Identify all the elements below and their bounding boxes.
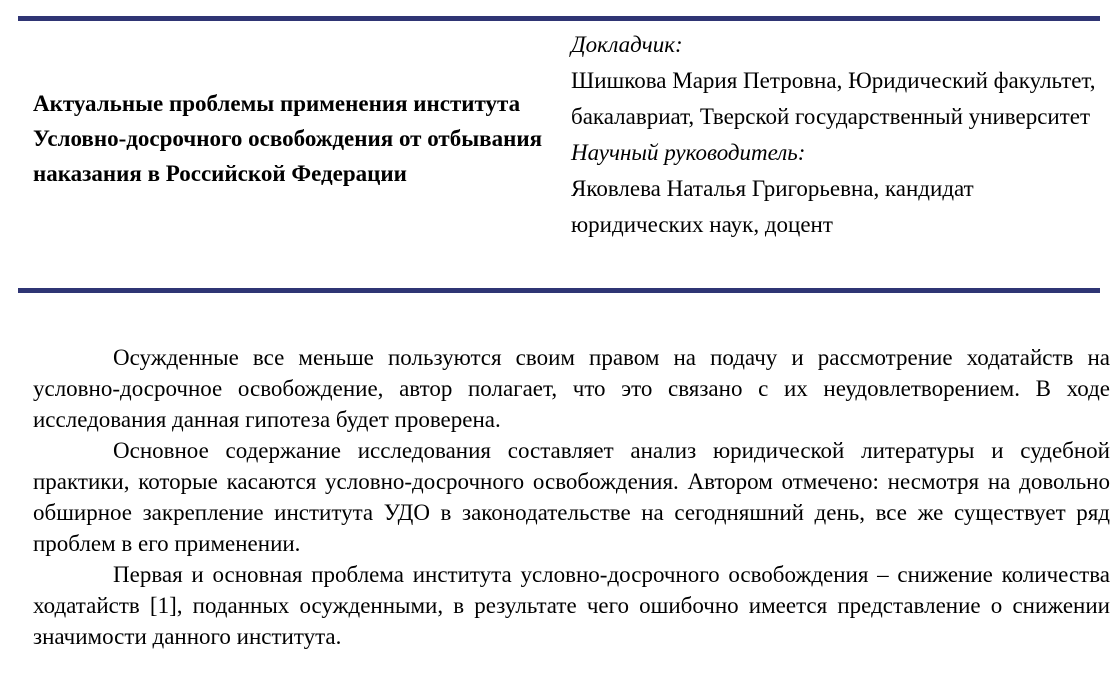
advisor-info: Яковлева Наталья Григорьевна, кандидат юридических наук, доцент xyxy=(571,176,974,237)
abstract-body xyxy=(33,342,1110,652)
header-bottom-rule xyxy=(18,288,1100,293)
speaker-label: Докладчик: xyxy=(571,32,683,57)
header-top-rule xyxy=(18,16,1100,21)
speaker-info: Шишкова Мария Петровна, Юридический факультет, бакалавриат, Тверской государственный университет xyxy=(571,68,1096,129)
paragraph: Основное содержание исследования составляет анализ юридической литературы и судебной практики, которые касаются условно-досрочного освобождения. Автором отмечено: несмотря на довольно обширное закрепление института УДО в законодательстве на сегодняшний день, все же существует ряд проблем в его применении. xyxy=(33,438,1110,556)
paper-title: Актуальные проблемы применения института Условно-досрочного освобождения от отбывания наказания в Российской Федерации xyxy=(33,91,543,186)
advisor-label: Научный руководитель: xyxy=(571,140,806,165)
paragraph: Осужденные все меньше пользуются своим правом на подачу и рассмотрение ходатайств на условно-досрочное освобождение, автор полагает, что это связано с их неудовлетворением. В ходе исследования данная гипотеза будет проверена. xyxy=(33,345,1110,432)
authors-block xyxy=(571,27,1111,243)
paragraph: Первая и основная проблема института условно-досрочного освобождения – снижение количества ходатайств [1], поданных осужденными, в результате чего ошибочно имеется представление о снижении значимости данного института. xyxy=(33,562,1110,649)
